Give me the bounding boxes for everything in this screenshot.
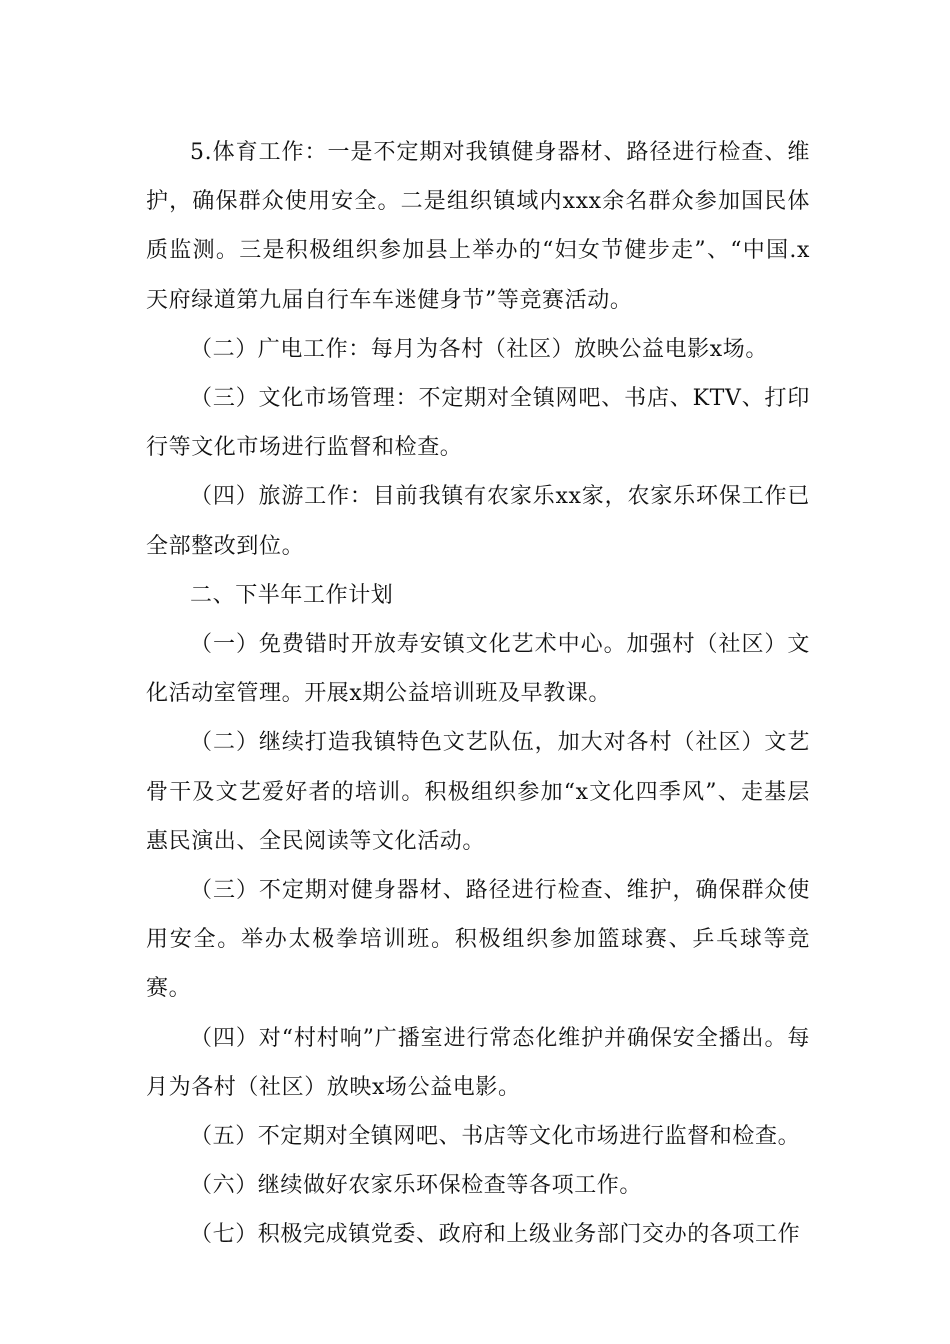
paragraph-sports-work: 5.体育工作：一是不定期对我镇健身器材、路径进行检查、维护，确保群众使用安全。二是组织镇域内xxx余名群众参加国民体质监测。三是积极组织参加县上举办的“妇女节健步走”、“中国.x天府绿道第九届自行车车迷健身节”等竞赛活动。 [146,140,810,313]
document-body [146,128,810,1260]
paragraph-plan-5: （五）不定期对全镇网吧、书店等文化市场进行监督和检查。 [190,1124,801,1150]
paragraph-plan-4: （四）对“村村响”广播室进行常态化维护并确保安全播出。每月为各村（社区）放映x场公益电影。 [146,1025,810,1100]
paragraph-plan-3: （三）不定期对健身器材、路径进行检查、维护，确保群众使用安全。举办太极拳培训班。积极组织参加篮球赛、乒乓球等竞赛。 [146,878,810,1002]
paragraph-plan-1: （一）免费错时开放寿安镇文化艺术中心。加强村（社区）文化活动室管理。开展x期公益培训班及早教课。 [146,632,810,707]
paragraph-plan-7: （七）积极完成镇党委、政府和上级业务部门交办的各项工作 [190,1222,801,1248]
paragraph-tourism-work: （四）旅游工作：目前我镇有农家乐xx家，农家乐环保工作已全部整改到位。 [146,484,810,559]
paragraph-broadcast-work: （二）广电工作：每月为各村（社区）放映公益电影x场。 [190,336,769,362]
paragraph-culture-market: （三）文化市场管理：不定期对全镇网吧、书店、KTV、打印行等文化市场进行监督和检查。 [146,386,810,461]
section-heading-second-half-plan: 二、下半年工作计划 [190,582,394,608]
paragraph-plan-2: （二）继续打造我镇特色文艺队伍，加大对各村（社区）文艺骨干及文艺爱好者的培训。积极组织参加“x文化四季风”、走基层惠民演出、全民阅读等文化活动。 [146,730,810,854]
paragraph-plan-6: （六）继续做好农家乐环保检查等各项工作。 [190,1173,643,1199]
